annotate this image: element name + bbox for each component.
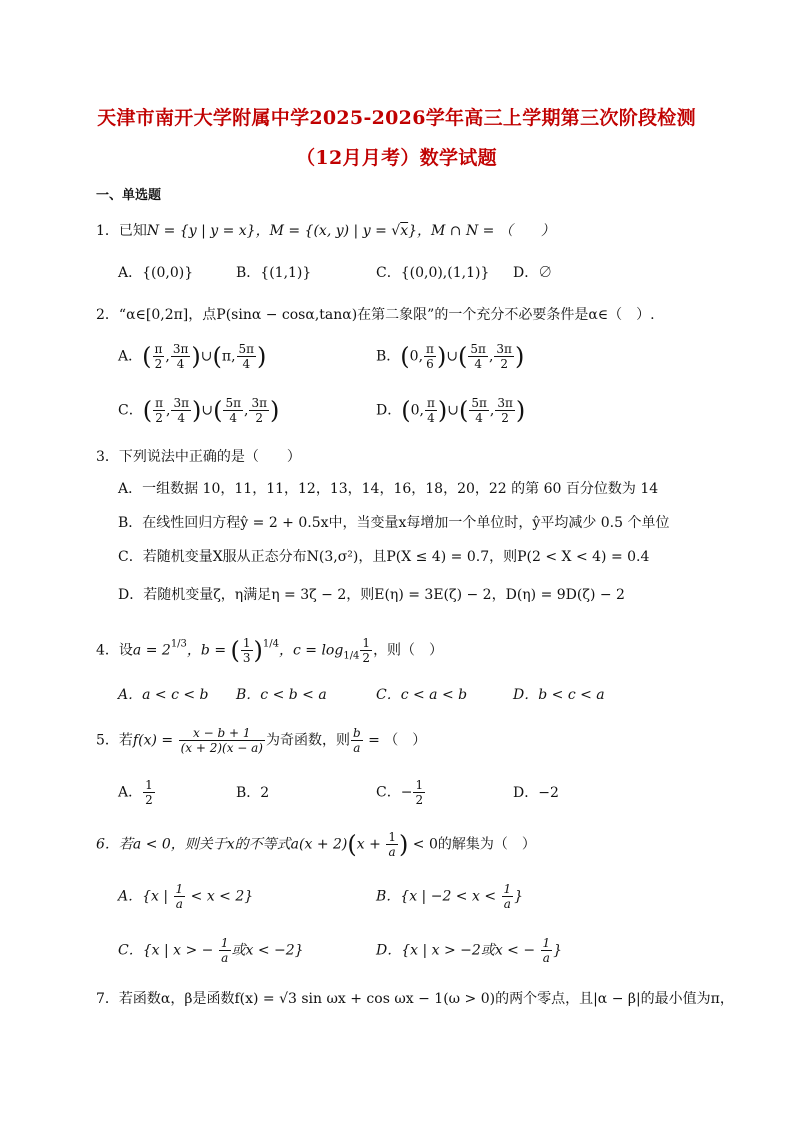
question-6-stem: 6．若a < 0，则关于x的不等式a(x + 2)(x + $\frac{1}{a}$ ) < 0的解集为（ ） — [96, 830, 536, 859]
q2-b-f2-n2: 3π — [496, 342, 512, 356]
question-2-stem: 2．“α∈[0,2π]，点P(sinα − cosα,tanα)在第二象限”的一个充分不必要条件是α∈（ ）. — [96, 307, 655, 323]
q6-d-n: 1 — [542, 936, 551, 950]
q4-b-expr: ，b = — [186, 642, 231, 659]
q6-d-d: a — [542, 951, 550, 965]
q6-d-post: } — [553, 942, 563, 959]
q2-a-f1-d1: 2 — [154, 357, 163, 371]
q2-c-f2-n2: 3π — [251, 396, 267, 410]
q6-stem-a: 6．若a < 0，则关于x的不等式a(x + 2) — [96, 836, 348, 853]
q4-c-expr: ，c = log — [278, 642, 344, 659]
q5-tail: = （ ） — [363, 732, 427, 749]
q4-option-a: A．a < c < b — [118, 687, 209, 703]
q3-option-b: B．在线性回归方程ŷ = 2 + 0.5x中，当变量x每增加一个单位时，ŷ平均减少 0.5 个单位 — [118, 515, 670, 531]
q5-ba-d: a — [353, 741, 361, 755]
q2-a-f2-d: 4 — [242, 357, 251, 371]
q2-d-f1-left: 0 — [410, 402, 420, 419]
q4-b-exp: 1/4 — [262, 638, 279, 650]
q4-c-sub: 1/4 — [343, 650, 360, 662]
q1-option-b: B．{(1,1)} — [236, 265, 312, 281]
q2-d-label: D． — [376, 402, 402, 419]
q6-b-d: a — [503, 897, 511, 911]
q5-c-n: 1 — [415, 778, 424, 792]
q2-d-f2-d2: 2 — [501, 411, 509, 425]
q2-d-f2-n2: 3π — [497, 396, 513, 410]
q2-d-f1-n: π — [426, 396, 435, 410]
q6-a-post: < x < 2} — [186, 888, 254, 905]
q5-c-d: 2 — [415, 793, 424, 807]
section-heading: 一、单选题 — [96, 188, 162, 203]
q6-c-pre: {x | x > − — [142, 942, 218, 959]
q6-option-b — [376, 882, 523, 911]
question-7-stem: 7．若函数α，β是函数f(x) = √3 sin ωx + cos ωx − 1(ω > 0)的两个零点，且|α − β|的最小值为π， — [96, 991, 734, 1007]
q3-option-c: C．若随机变量X服从正态分布N(3,σ²)，且P(X ≤ 4) = 0.7，则P(2 < X < 4) = 0.4 — [118, 549, 650, 565]
q5-c-label: C．− — [376, 784, 413, 801]
q2-b-f1-left: 0 — [409, 348, 419, 365]
q4-b-den: 3 — [242, 651, 251, 665]
q2-a-f1-n2: 3π — [172, 342, 189, 356]
q6-d-label: D． — [376, 942, 402, 959]
q2-option-c: C．( $\frac{\pi}{2}$ , $\frac{3\pi}{4}$ )∪( $\frac{5\pi}{4}$ , $\frac{3\pi}{2}$ ) — [118, 396, 280, 425]
q6-c-post: 或x < −2} — [231, 942, 304, 959]
q1-option-d: D．∅ — [513, 265, 553, 281]
q1-rest: M ∩ N = （ ） — [431, 223, 555, 239]
q2-a-f2-left: π — [221, 348, 232, 365]
doc-title-line1: 天津市南开大学附属中学2025-2026学年高三上学期第三次阶段检测 — [97, 107, 696, 129]
q2-a-label: A． — [118, 348, 143, 365]
q2-c-f2-n1: 5π — [225, 396, 241, 410]
sqrt-icon: √x — [391, 223, 409, 239]
q2-c-f2-d2: 2 — [255, 411, 264, 425]
q6-stem-n: 1 — [388, 830, 396, 844]
q2-b-f2-d1: 4 — [474, 357, 482, 371]
q4-tail: ，则（ ） — [373, 642, 444, 659]
q2-a-f1-d2: 4 — [176, 357, 185, 371]
q4-b-num: 1 — [242, 636, 251, 650]
q1-set-m-pre: ，M = {(x, y) | y = — [255, 223, 392, 239]
q5-option-d: D．−2 — [513, 785, 559, 801]
q2-b-label: B． — [376, 348, 401, 365]
q2-option-a: A．( $\frac{\pi}{2}$ , $\frac{3\pi}{4}$ )∪(π, $\frac{5\pi}{4}$ ) — [118, 342, 267, 371]
q5-mid: 为奇函数，则 — [265, 732, 350, 749]
q2-c-f1-n1: π — [155, 396, 163, 410]
q4-c-num: 1 — [362, 636, 371, 650]
q3-option-a: A．一组数据 10，11，11，12，13，14，16，18，20，22 的第 60 百分位数为 14 — [118, 481, 659, 497]
q2-b-f1-n: π — [426, 342, 434, 356]
q6-a-pre: {x | — [142, 888, 173, 905]
q6-stem-c: < 0的解集为（ ） — [408, 836, 536, 853]
q6-a-n: 1 — [175, 882, 184, 896]
q3-option-d: D．若随机变量ζ，η满足η = 3ζ − 2，则E(η) = 3E(ζ) − 2，D(η) = 9D(ζ) − 2 — [118, 587, 625, 603]
q1-set-n: N = {y | y = x} — [146, 223, 256, 239]
q2-option-d: D．(0, $\frac{\pi}{4}$ )∪( $\frac{5\pi}{4}$ , $\frac{3\pi}{2}$ ) — [376, 396, 526, 425]
q2-c-label: C． — [118, 402, 143, 419]
q1-option-a: A．{(0,0)} — [118, 265, 194, 281]
question-3-stem: 3．下列说法中正确的是（ ） — [96, 449, 301, 465]
q1-option-c: C．{(0,0),(1,1)} — [376, 265, 490, 281]
q2-option-b: B．(0, $\frac{\pi}{6}$ )∪( $\frac{5\pi}{4}$ , $\frac{3\pi}{2}$ ) — [376, 342, 525, 371]
q2-c-f2-d1: 4 — [229, 411, 238, 425]
question-5-stem — [96, 726, 426, 755]
q6-b-pre: {x | −2 < x < — [400, 888, 501, 905]
q6-option-a — [118, 882, 253, 911]
q2-c-f1-d2: 4 — [177, 411, 186, 425]
q1-set-m-post: }， — [408, 223, 432, 239]
q5-ba-n: b — [352, 726, 361, 740]
q2-d-f2-n1: 5π — [471, 396, 487, 410]
q6-stem-d: a — [388, 845, 396, 859]
q5-a-n: 1 — [145, 778, 153, 792]
q4-c-den: 2 — [362, 651, 371, 665]
q5-option-b: B．2 — [236, 785, 270, 801]
q6-b-label: B． — [376, 888, 401, 905]
q1-prefix: 1．已知 — [96, 223, 147, 239]
q6-c-label: C． — [118, 942, 143, 959]
q5-f: f(x) = — [132, 732, 178, 749]
q6-a-label: A． — [118, 888, 143, 905]
q6-d-pre: {x | x > −2或x < − — [401, 942, 540, 959]
q4-prefix: 4．设 — [96, 642, 133, 659]
q6-b-n: 1 — [503, 882, 512, 896]
q2-a-f1-n1: π — [154, 342, 163, 356]
q4-option-d: D．b < c < a — [513, 687, 605, 703]
question-1-stem — [96, 220, 555, 240]
question-4-stem: 4．设$a = 2^{1/3}$，b = ( $\frac{1}{3}$ )$^{1/4}$，$c = \log_{1/4}$ $\frac{1}{2}$ ，则（ ） — [96, 636, 444, 665]
q2-c-f1-d1: 2 — [155, 411, 163, 425]
q6-stem-b: x + — [356, 836, 386, 853]
q2-b-f1-d: 6 — [426, 357, 434, 371]
q4-option-c: C．c < a < b — [376, 687, 468, 703]
q2-d-f2-d1: 4 — [475, 411, 483, 425]
q5-prefix: 5．若 — [96, 732, 133, 749]
q6-a-d: a — [175, 897, 183, 911]
q6-option-c — [118, 936, 304, 965]
q6-c-n: 1 — [220, 936, 229, 950]
q2-a-f2-n: 5π — [238, 342, 255, 356]
q5-num: x − b + 1 — [179, 726, 265, 741]
q5-option-c — [376, 778, 426, 807]
q5-option-a — [118, 778, 156, 807]
q6-option-d — [376, 936, 562, 965]
q2-b-f2-n1: 5π — [470, 342, 486, 356]
q2-d-f1-d: 4 — [427, 411, 435, 425]
q5-a-label: A． — [118, 784, 143, 801]
q2-b-f2-d2: 2 — [500, 357, 508, 371]
doc-title-line2: （12月月考）数学试题 — [296, 147, 497, 169]
q6-c-d: a — [221, 951, 229, 965]
q4-a-expr: a = 2 — [132, 642, 171, 659]
q5-a-d: 2 — [145, 793, 153, 807]
q5-den: (x + 2)(x − a) — [180, 741, 263, 755]
q2-c-f1-n2: 3π — [173, 396, 189, 410]
q6-b-post: } — [514, 888, 524, 905]
q4-option-b: B．c < b < a — [236, 687, 327, 703]
q4-a-exp: 1/3 — [170, 638, 187, 650]
